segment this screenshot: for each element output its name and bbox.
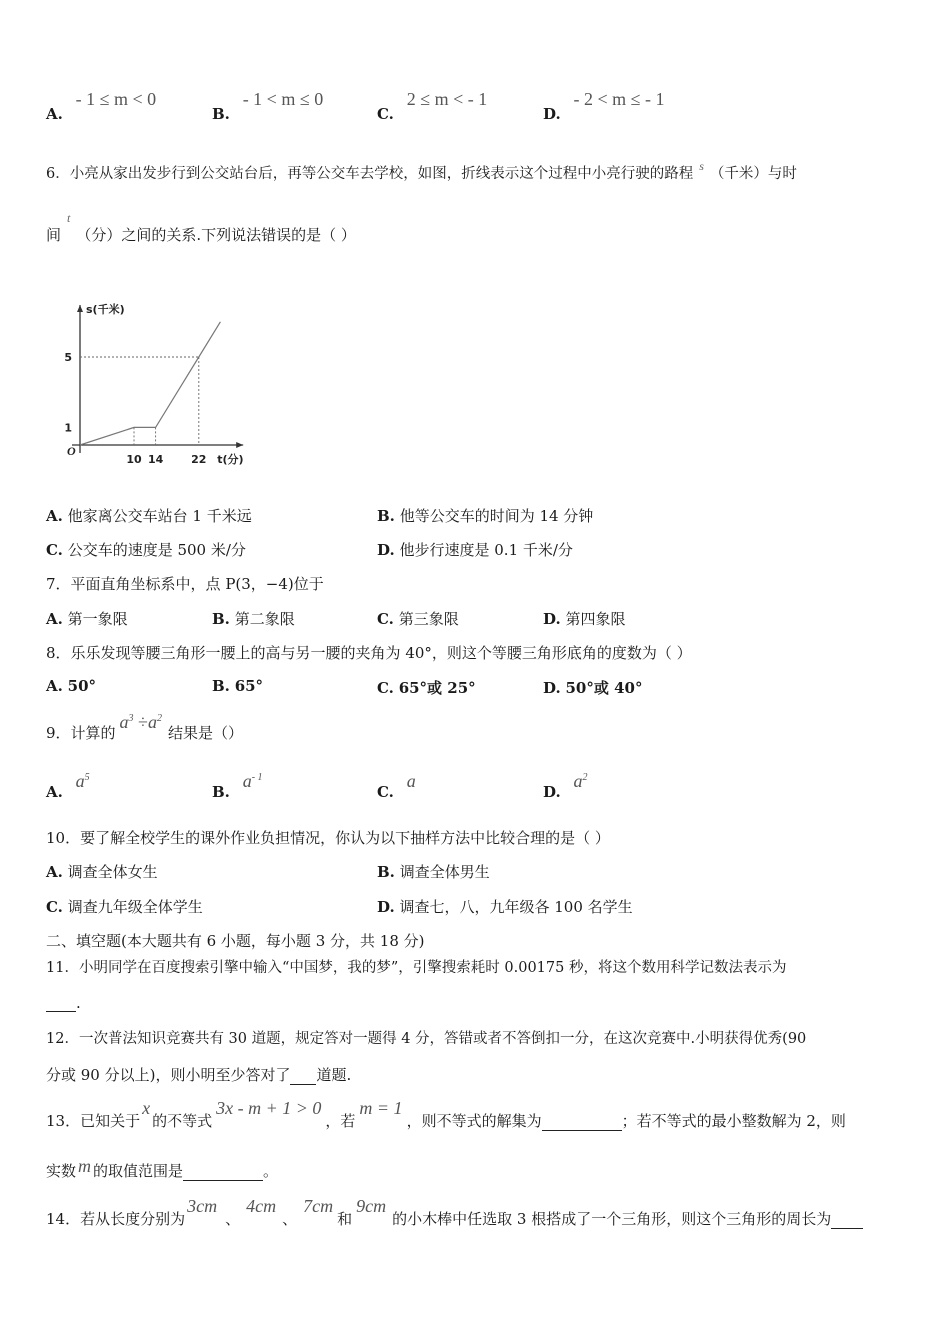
q7-option-c [377, 608, 459, 629]
option-text: 第四象限 [565, 610, 626, 628]
variable-s: s [699, 159, 704, 173]
q5-option-b [212, 89, 324, 124]
option-text: 公交车的速度是 500 米/分 [67, 541, 246, 559]
option-text: 第三象限 [398, 610, 459, 628]
inequality: 3x - m + 1 > 0 [216, 1098, 322, 1118]
option-label: D. [543, 783, 561, 801]
variable-t: t [67, 211, 71, 225]
option-label: D. [543, 105, 561, 123]
q10-option-a [46, 861, 158, 882]
q6-text: 6．小亮从家出发步行到公交站台后，再等公交车去学校，如图，折线表示这个过程中小亮行驶的路程 [46, 166, 694, 182]
q9-option-a [46, 771, 90, 802]
q10-stem: 10．要了解全校学生的课外作业负担情况，你认为以下抽样方法中比较合理的是（ ） [46, 829, 610, 847]
base: a [75, 771, 85, 791]
option-text: 他步行速度是 0.1 千米/分 [399, 541, 573, 559]
q5-option-c [377, 89, 488, 124]
q7-option-d [543, 608, 626, 629]
option-text: 调查全体女生 [67, 863, 158, 881]
q9-option-c [377, 771, 416, 802]
q14-text: 14．若从长度分别为 [46, 1210, 186, 1228]
answer-blank[interactable] [831, 1214, 863, 1229]
q5-option-a [46, 89, 157, 124]
q11-period: . [76, 994, 81, 1012]
option-expression: - 1 ≤ m < 0 [75, 89, 157, 109]
option-text: 调查七，八，九年级各 100 名学生 [399, 898, 633, 916]
q13-text: 13．已知关于 [46, 1112, 141, 1130]
option-text: 65° [234, 677, 264, 695]
origin-label: O [67, 444, 76, 458]
divide-sign: ÷ [138, 712, 148, 732]
dashed-guides [80, 357, 199, 445]
q11-line1: 11．小明同学在百度搜索引擎中输入“中国梦，我的梦”，引擎搜索耗时 0.00175 秒，将这个数用科学记数法表示为 [46, 960, 787, 976]
base: a [573, 771, 583, 791]
q10-option-b [377, 861, 490, 882]
option-label: C. [377, 610, 394, 628]
separator: 、 [225, 1210, 241, 1228]
q8-option-a [46, 677, 96, 695]
option-label: B. [212, 677, 230, 695]
q8-option-d [543, 677, 642, 698]
exponent: - 1 [251, 772, 263, 783]
option-expression: - 1 < m ≤ 0 [242, 89, 324, 109]
option-label: B. [377, 507, 395, 525]
option-expression [407, 771, 416, 791]
q10-option-d [377, 896, 633, 917]
separator: 、 [282, 1210, 298, 1228]
option-text: 调查全体男生 [399, 863, 490, 881]
option-label: A. [46, 105, 63, 123]
option-expression: 2 ≤ m < - 1 [406, 89, 488, 109]
q12-text: 道题. [316, 1066, 352, 1084]
option-expression [243, 771, 263, 791]
length: 3cm [187, 1196, 218, 1216]
option-label: C. [377, 679, 394, 697]
q13-text: 的取值范围是 [93, 1162, 184, 1180]
option-text: 调查九年级全体学生 [67, 898, 203, 916]
option-text: 50° [67, 677, 97, 695]
x-tick-label: 14 [147, 453, 164, 466]
length: 7cm [303, 1196, 334, 1216]
q12-line1: 12．一次普法知识竞赛共有 30 道题，规定答对一题得 4 分，答错或者不答倒扣一分，在这次竞赛中.小明获得优秀(90 [46, 1031, 807, 1047]
option-text: 第二象限 [234, 610, 295, 628]
option-label: B. [212, 105, 230, 123]
exponent: 2 [582, 772, 588, 783]
option-label: A. [46, 610, 63, 628]
q9-option-b [212, 771, 263, 802]
q13-text: 实数 [46, 1162, 77, 1180]
option-label: A. [46, 863, 63, 881]
q7-option-a [46, 608, 128, 629]
answer-blank[interactable] [542, 1116, 622, 1131]
q6-text: （分）之间的关系.下列说法错误的是（ ） [76, 226, 356, 244]
option-label: C. [377, 105, 394, 123]
y-tick-label: 1 [64, 421, 72, 435]
x-tick-label: 22 [191, 453, 207, 466]
option-label: B. [377, 863, 395, 881]
q13-text: ，则不等式的解集为 [406, 1112, 542, 1130]
option-label: B. [212, 783, 230, 801]
answer-blank[interactable] [290, 1070, 316, 1085]
option-label: C. [46, 898, 63, 916]
q9-stem [46, 712, 243, 743]
option-label: D. [543, 679, 561, 697]
option-text: 65°或 25° [398, 679, 476, 697]
q13-line2 [46, 1156, 279, 1181]
q13-text: 。 [263, 1162, 279, 1180]
q9-text: 结果是（） [167, 724, 243, 742]
option-label: A. [46, 507, 63, 525]
tick-labels [64, 351, 206, 466]
conjunction: 和 [337, 1210, 353, 1228]
q8-option-c [377, 677, 476, 698]
q6-option-b [377, 505, 593, 526]
option-label: A. [46, 677, 63, 695]
option-label: D. [543, 610, 561, 628]
q14-text: 的小木棒中任选取 3 根搭成了一个三角形，则这个三角形的周长为 [392, 1210, 832, 1228]
x-axis-label: t(分) [217, 453, 244, 466]
option-text: 50°或 40° [565, 679, 643, 697]
variable-x: x [142, 1098, 151, 1118]
option-expression [573, 771, 587, 791]
option-expression: - 2 < m ≤ - 1 [573, 89, 665, 109]
section-heading: 二、填空题(本大题共有 6 小题，每小题 3 分，共 18 分) [46, 932, 425, 950]
distance-time-graph [50, 280, 280, 480]
option-label: D. [377, 898, 395, 916]
q9-expression [120, 712, 162, 732]
q7-option-b [212, 608, 295, 629]
q7-stem: 7．平面直角坐标系中，点 P(3，−4)位于 [46, 575, 324, 593]
answer-blank[interactable] [183, 1166, 263, 1181]
q12-text: 分或 90 分以上)，则小明至少答对了 [46, 1066, 291, 1084]
q5-option-d [543, 89, 665, 124]
q13-text: ，若 [325, 1112, 356, 1130]
condition: m = 1 [359, 1098, 403, 1118]
q13-text: ；若不等式的最小整数解为 2，则 [621, 1112, 846, 1130]
q8-option-b [212, 677, 263, 695]
option-text: 第一象限 [67, 610, 128, 628]
q9-text: 9．计算的 [46, 724, 116, 742]
base: a [119, 712, 129, 732]
base: a [147, 712, 157, 732]
q10-option-c [46, 896, 203, 917]
option-text: 他等公交车的时间为 14 分钟 [399, 507, 594, 525]
option-label: C. [377, 783, 394, 801]
exponent: 3 [128, 713, 134, 724]
option-text: 他家离公交车站台 1 千米远 [67, 507, 252, 525]
answer-blank[interactable] [46, 997, 76, 1012]
q6-text: （千米）与时 [709, 166, 797, 182]
exponent: 2 [156, 713, 162, 724]
option-label: A. [46, 783, 63, 801]
series-line [80, 322, 220, 445]
q6-option-a [46, 505, 252, 526]
q6-text: 间 [46, 226, 62, 244]
base: a [242, 771, 252, 791]
q6-stem-line2 [46, 211, 356, 245]
y-axis-arrow [77, 305, 83, 312]
length: 9cm [356, 1196, 387, 1216]
x-axis-arrow [236, 442, 243, 448]
base: a [406, 771, 416, 791]
q9-option-d [543, 771, 588, 802]
y-tick-label: 5 [64, 351, 72, 364]
option-expression [76, 771, 90, 791]
q13-line1 [46, 1098, 846, 1131]
exponent: 5 [84, 772, 90, 783]
option-label: C. [46, 541, 63, 559]
q6-option-c [46, 539, 246, 560]
option-label: D. [377, 541, 395, 559]
option-label: B. [212, 610, 230, 628]
variable-m: m [78, 1156, 92, 1176]
q6-option-d [377, 539, 573, 560]
q13-text: 的不等式 [152, 1112, 213, 1130]
x-tick-label: 10 [126, 453, 142, 466]
y-axis-label: s(千米) [86, 303, 125, 316]
q11-line2 [46, 994, 81, 1012]
q6-stem-line1 [46, 159, 797, 183]
q8-stem: 8．乐乐发现等腰三角形一腰上的高与另一腰的夹角为 40°，则这个等腰三角形底角的度数为（ ） [46, 644, 692, 662]
length: 4cm [246, 1196, 277, 1216]
q14-line [46, 1196, 863, 1229]
q12-line2 [46, 1064, 351, 1085]
